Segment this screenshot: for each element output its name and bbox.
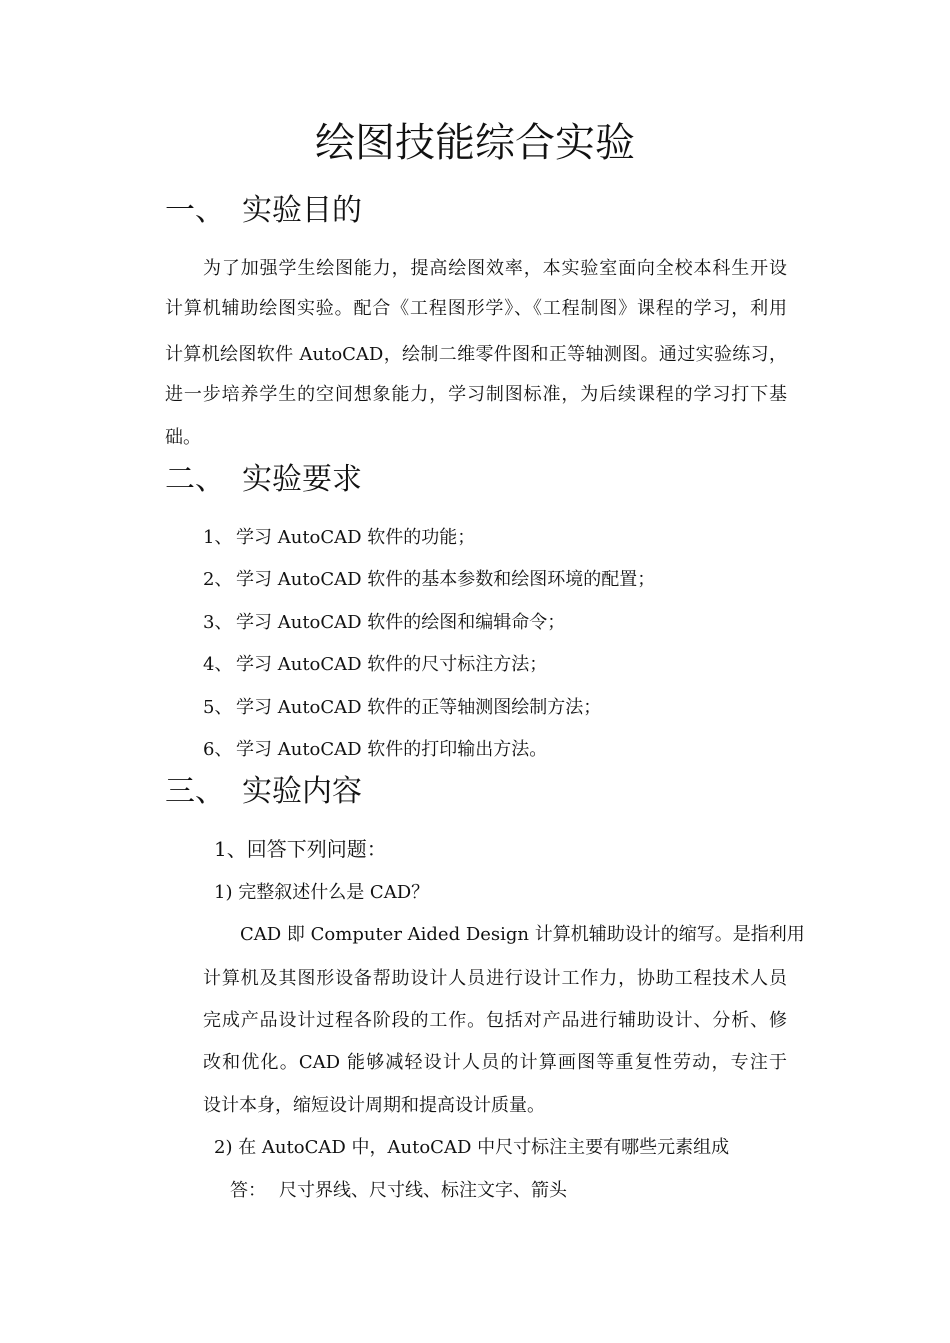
- requirement-number: 2、: [203, 569, 233, 590]
- requirement-item: [203, 737, 763, 763]
- requirement-item: [203, 652, 763, 678]
- purpose-paragraph-line: 础。: [165, 427, 201, 448]
- section-heading-requirements: [165, 460, 565, 500]
- requirement-number: 1、: [203, 527, 233, 548]
- requirement-text: 学习 AutoCAD 软件的正等轴测图绘制方法；: [236, 697, 602, 718]
- requirement-text: 学习 AutoCAD 软件的功能；: [236, 527, 476, 548]
- requirement-number: 3、: [203, 612, 233, 633]
- section-heading-content: [165, 772, 565, 812]
- requirement-number: 4、: [203, 654, 233, 675]
- purpose-paragraph-line: 计算机绘图软件 AutoCAD，绘制二维零件图和正等轴测图。通过实验练习，: [165, 344, 787, 365]
- requirement-item: [203, 567, 763, 593]
- content-subheading: 1、回答下列问题：: [214, 837, 387, 861]
- purpose-paragraph-line: 计算机辅助绘图实验。配合《工程图形学》、《工程制图》课程的学习，利用: [165, 298, 787, 319]
- question-1: 1) 完整叙述什么是 CAD？: [214, 882, 430, 903]
- section-heading-purpose: [165, 191, 565, 231]
- answer-2-label: 答：: [230, 1180, 266, 1201]
- requirement-number: 6、: [203, 739, 233, 760]
- answer-1-line: 计算机及其图形设备帮助设计人员进行设计工作力，协助工程技术人员: [203, 968, 787, 989]
- purpose-paragraph-line: 为了加强学生绘图能力，提高绘图效率，本实验室面向全校本科生开设: [203, 258, 787, 279]
- answer-1-line: 改和优化。CAD 能够减轻设计人员的计算画图等重复性劳动，专注于: [203, 1052, 787, 1073]
- requirement-text: 学习 AutoCAD 软件的打印输出方法。: [236, 739, 548, 760]
- section-title: 实验内容: [242, 774, 362, 809]
- requirement-item: [203, 525, 763, 551]
- purpose-paragraph-line: 进一步培养学生的空间想象能力，学习制图标准，为后续课程的学习打下基: [165, 384, 787, 405]
- document-title: 绘图技能综合实验: [315, 120, 635, 166]
- answer-1-line: 完成产品设计过程各阶段的工作。包括对产品进行辅助设计、分析、修: [203, 1010, 787, 1031]
- section-number: 一、: [165, 193, 225, 228]
- answer-1-line: CAD 即 Computer Aided Design 计算机辅助设计的缩写。是指利用: [240, 924, 805, 945]
- section-number: 二、: [165, 462, 225, 497]
- requirement-text: 学习 AutoCAD 软件的基本参数和绘图环境的配置；: [236, 569, 656, 590]
- section-number: 三、: [165, 774, 225, 809]
- requirement-text: 学习 AutoCAD 软件的绘图和编辑命令；: [236, 612, 566, 633]
- requirement-item: [203, 610, 763, 636]
- requirement-text: 学习 AutoCAD 软件的尺寸标注方法；: [236, 654, 548, 675]
- answer-1-line: 设计本身，缩短设计周期和提高设计质量。: [203, 1095, 545, 1116]
- section-title: 实验要求: [242, 462, 362, 497]
- section-title: 实验目的: [242, 193, 362, 228]
- question-2: 2) 在 AutoCAD 中，AutoCAD 中尺寸标注主要有哪些元素组成: [214, 1137, 730, 1158]
- requirement-item: [203, 695, 763, 721]
- answer-2-text: 尺寸界线、尺寸线、标注文字、箭头: [279, 1180, 567, 1201]
- requirement-number: 5、: [203, 697, 233, 718]
